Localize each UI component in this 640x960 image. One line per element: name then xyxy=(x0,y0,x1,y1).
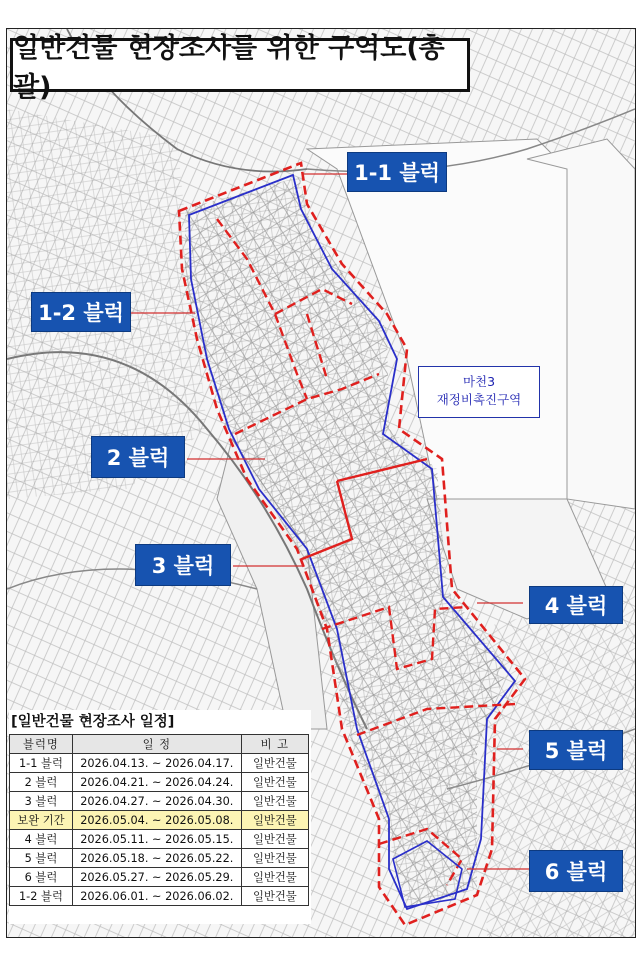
cell-dates: 2026.05.04. ~ 2026.05.08. xyxy=(72,811,241,830)
cell-note: 일반건물 xyxy=(241,792,308,811)
page-title: 일반건물 현장조사를 위한 구역도(총괄) xyxy=(10,38,470,92)
table-row xyxy=(10,830,309,849)
cell-note: 일반건물 xyxy=(241,849,308,868)
schedule-panel xyxy=(9,710,311,924)
cell-block: 3 블럭 xyxy=(10,792,73,811)
cell-note: 일반건물 xyxy=(241,773,308,792)
cell-note: 일반건물 xyxy=(241,887,308,906)
cell-block: 4 블럭 xyxy=(10,830,73,849)
cell-dates: 2026.05.18. ~ 2026.05.22. xyxy=(72,849,241,868)
cell-note: 일반건물 xyxy=(241,830,308,849)
table-row xyxy=(10,868,309,887)
table-row-highlighted xyxy=(10,811,309,830)
cell-block: 6 블럭 xyxy=(10,868,73,887)
cell-dates: 2026.06.01. ~ 2026.06.02. xyxy=(72,887,241,906)
block-label-1-1: 1-1 블럭 xyxy=(347,152,447,192)
table-row xyxy=(10,887,309,906)
table-row xyxy=(10,792,309,811)
header-schedule: 일 정 xyxy=(72,735,241,754)
block-label-5: 5 블럭 xyxy=(529,730,623,770)
zone-name-label xyxy=(418,366,540,418)
block-label-2: 2 블럭 xyxy=(91,436,185,478)
block-label-4: 4 블럭 xyxy=(529,586,623,624)
header-note: 비 고 xyxy=(241,735,308,754)
cell-note: 일반건물 xyxy=(241,754,308,773)
table-row xyxy=(10,754,309,773)
cell-note: 일반건물 xyxy=(241,868,308,887)
schedule-title: [일반건물 현장조사 일정] xyxy=(11,714,175,730)
cell-dates: 2026.04.13. ~ 2026.04.17. xyxy=(72,754,241,773)
block-label-6: 6 블럭 xyxy=(529,850,623,892)
cell-dates: 2026.04.21. ~ 2026.04.24. xyxy=(72,773,241,792)
cell-dates: 2026.04.27. ~ 2026.04.30. xyxy=(72,792,241,811)
schedule-header-row xyxy=(10,735,309,754)
cell-block: 5 블럭 xyxy=(10,849,73,868)
table-row xyxy=(10,773,309,792)
zone-name-line2: 재정비촉진구역 xyxy=(436,392,522,407)
cell-dates: 2026.05.11. ~ 2026.05.15. xyxy=(72,830,241,849)
cell-block: 2 블럭 xyxy=(10,773,73,792)
table-row xyxy=(10,849,309,868)
cell-block: 1-1 블럭 xyxy=(10,754,73,773)
zone-name-line1: 마천3 xyxy=(462,374,496,389)
block-label-3: 3 블럭 xyxy=(135,544,231,586)
cell-note: 일반건물 xyxy=(241,811,308,830)
cell-dates: 2026.05.27. ~ 2026.05.29. xyxy=(72,868,241,887)
header-block: 블럭명 xyxy=(10,735,73,754)
cell-block: 1-2 블럭 xyxy=(10,887,73,906)
block-label-1-2: 1-2 블럭 xyxy=(31,292,131,332)
cell-block: 보완 기간 xyxy=(10,811,73,830)
schedule-table xyxy=(9,734,309,906)
